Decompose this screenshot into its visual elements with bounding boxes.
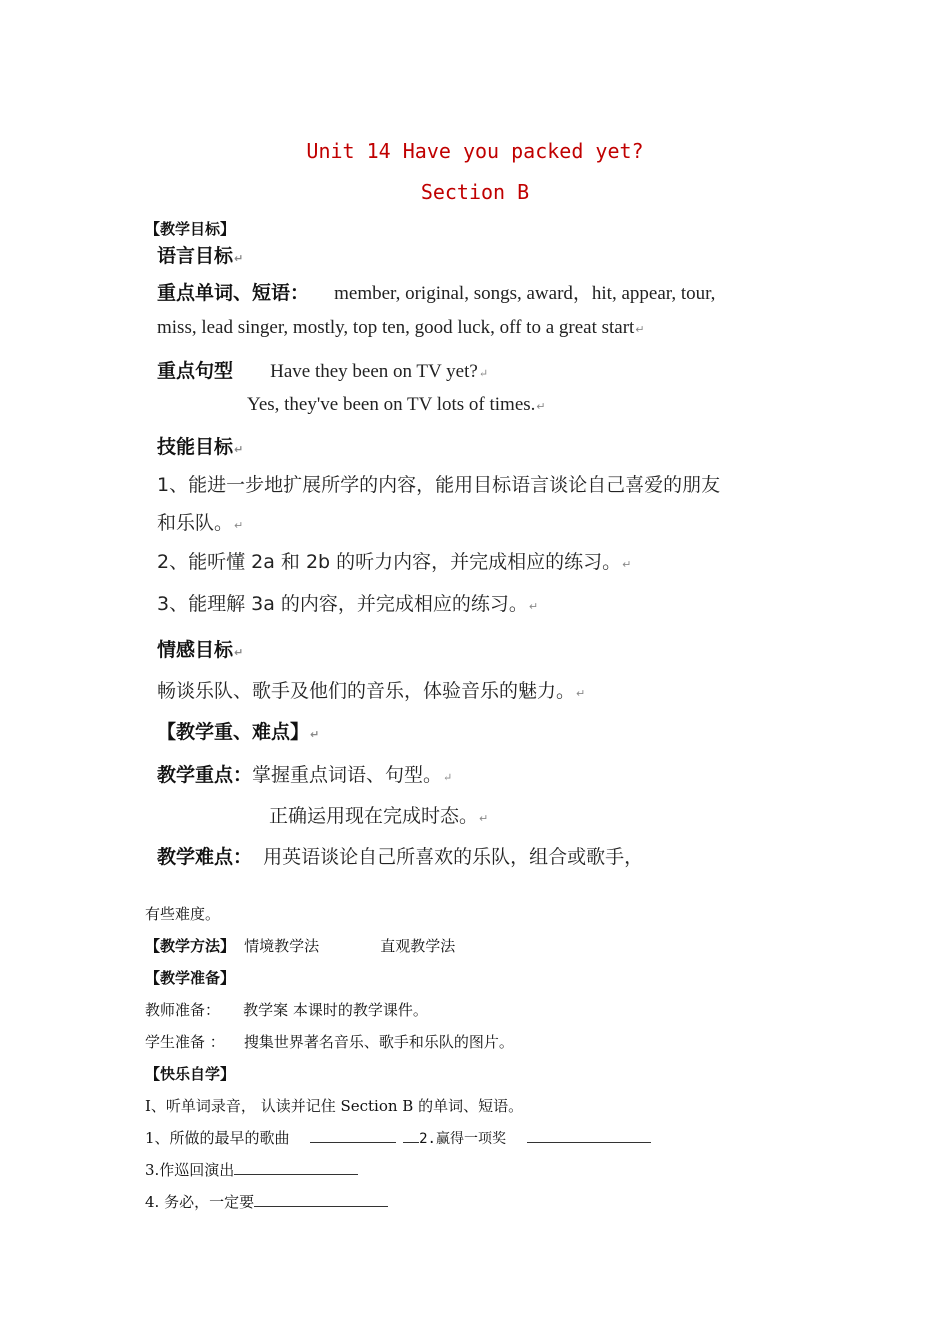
- exercise-q3: 3.作巡回演出: [145, 1161, 235, 1179]
- unit-title: Unit 14 Have you packed yet?: [306, 139, 644, 163]
- method-2: 直观教学法: [380, 937, 456, 955]
- objectives-heading: 【教学目标】: [145, 220, 236, 238]
- skill-goal-2: 2、能听懂 2a 和 2b 的听力内容，并完成相应的练习。↵: [157, 551, 632, 573]
- exercise-q4: 4. 务必，一定要: [145, 1193, 255, 1211]
- teaching-focus-1: 掌握重点词语、句型。: [252, 764, 443, 786]
- student-prep-items: 搜集世界著名音乐、歌手和乐队的图片。: [243, 1033, 514, 1051]
- exercise-q2: 2.赢得一项奖: [419, 1131, 506, 1147]
- language-goals-heading: 语言目标↵: [157, 245, 244, 267]
- skill-goals-heading: 技能目标↵: [157, 436, 244, 458]
- answer-blank-3[interactable]: [234, 1160, 358, 1175]
- answer-blank-1b[interactable]: [403, 1128, 419, 1143]
- exercise-row-4: [145, 1191, 388, 1212]
- student-prep-label: 学生准备 ：: [145, 1033, 225, 1051]
- emotion-goals-text: 畅谈乐队、歌手及他们的音乐，体验音乐的魅力。↵: [157, 680, 586, 702]
- self-study-instruction: I、听单词录音， 认读并记住 Section B 的单词、短语。: [145, 1097, 524, 1115]
- skill-goal-1-cont: 和乐队。↵: [157, 512, 244, 534]
- methods-line: [145, 935, 455, 956]
- section-title: Section B: [420, 180, 530, 204]
- self-study-heading: 【快乐自学】: [145, 1065, 236, 1083]
- method-1: 情境教学法: [244, 937, 320, 955]
- teaching-focus-line: 教学重点：掌握重点词语、句型。↵: [157, 764, 453, 786]
- key-sentences-line: 重点句型 Have they been on TV yet?↵: [157, 360, 489, 382]
- teacher-prep-label: 教师准备：: [145, 1001, 221, 1019]
- preparation-heading: 【教学准备】: [145, 969, 236, 987]
- key-points-heading: 【教学重、难点】↵: [157, 721, 320, 743]
- methods-heading: 【教学方法】: [145, 937, 236, 955]
- key-words-label: 重点单词、短语：: [157, 282, 310, 304]
- teacher-prep-items: 教学案 本课时的教学课件。: [243, 1001, 428, 1019]
- answer-blank-2[interactable]: [527, 1128, 651, 1143]
- answer-blank-4[interactable]: [254, 1192, 388, 1207]
- skill-goal-1: 1、能进一步地扩展所学的内容，能用目标语言谈论自己喜爱的朋友: [157, 474, 721, 496]
- student-prep-line: [145, 1031, 514, 1052]
- key-words-line-1: [157, 278, 715, 305]
- exercise-row-3: [145, 1159, 358, 1180]
- teaching-focus-2: 正确运用现在完成时态。↵: [269, 805, 489, 827]
- teaching-focus-label: 教学重点：: [157, 764, 253, 786]
- teacher-prep-line: [145, 999, 428, 1020]
- key-sentence-answer: Yes, they've been on TV lots of times.↵: [247, 394, 546, 415]
- skill-goal-3: 3、能理解 3a 的内容，并完成相应的练习。↵: [157, 593, 539, 615]
- key-sentence-question: Have they been on TV yet?: [270, 361, 478, 382]
- teaching-difficulty-cont: 有些难度。: [145, 905, 221, 923]
- key-words-text-1: member, original, songs, award，hit, appear, tour,: [334, 283, 716, 304]
- key-sentences-label: 重点句型: [157, 360, 234, 382]
- key-words-line-2: miss, lead singer, mostly, top ten, good luck, off to a great start↵: [157, 317, 645, 338]
- teaching-difficulty-text: 用英语谈论自己所喜欢的乐队，组合或歌手，: [263, 846, 644, 868]
- exercise-q1: 1、所做的最早的歌曲: [145, 1129, 290, 1147]
- teaching-difficulty-label: 教学难点：: [157, 846, 253, 868]
- exercise-row-1: [145, 1127, 651, 1148]
- emotion-goals-heading: 情感目标↵: [157, 639, 244, 661]
- teaching-difficulty-line: [157, 842, 643, 869]
- answer-blank-1[interactable]: [310, 1128, 396, 1143]
